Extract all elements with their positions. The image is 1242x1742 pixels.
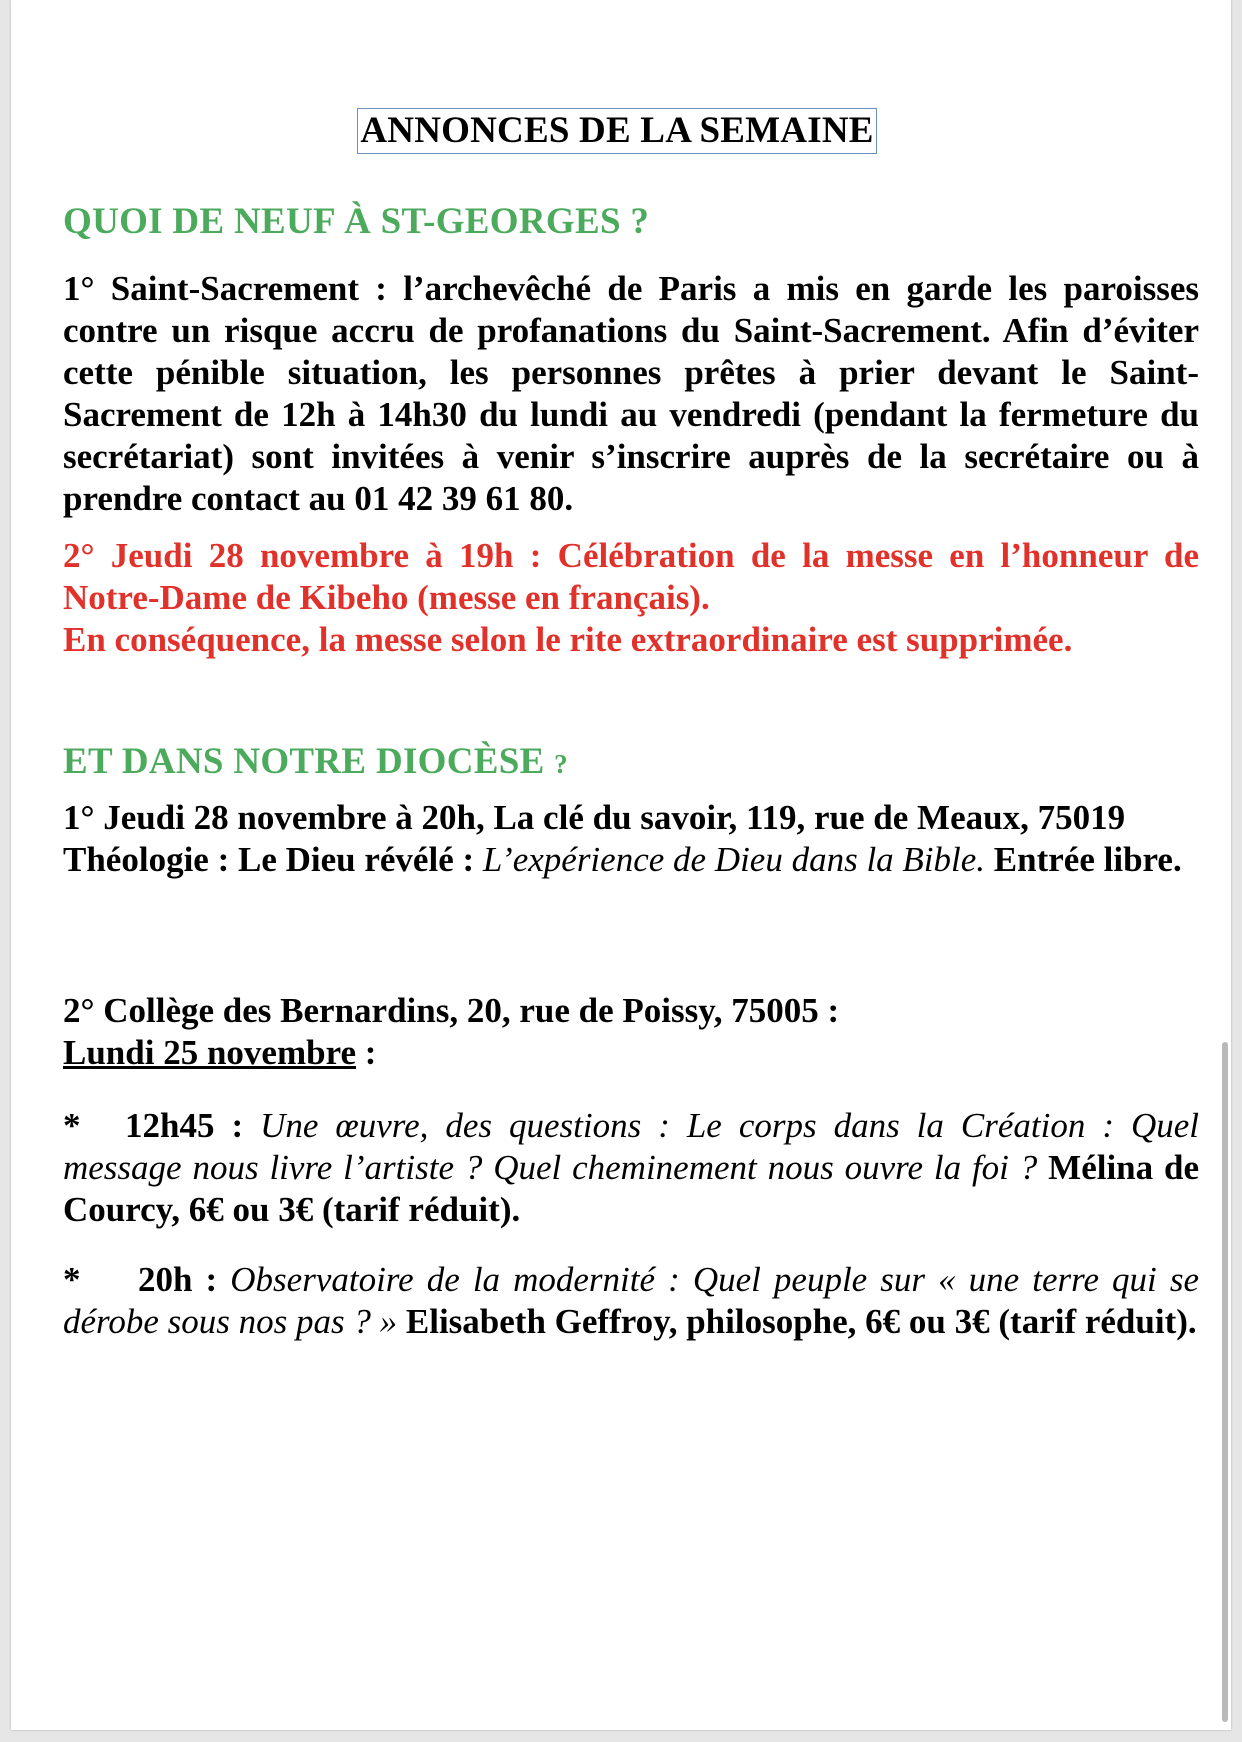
- event-1-time: 12h45 :: [125, 1106, 244, 1145]
- st-georges-item-1: 1° Saint-Sacrement : l’archevêché de Paris a mis en garde les paroisses contre un risque accru de profanations du Saint-Sacrement. Afin d’éviter cette pénible situation, les personnes prêtes à prier devant le Saint-Sacrement de 12h à 14h30 du lundi au vendredi (pendant la fermeture du secrétariat) sont invitées à venir s’inscrire auprès de la secrétaire ou à prendre contact au 01 42 39 61 80.: [63, 269, 1199, 518]
- section-heading-diocese-q: ?: [554, 749, 568, 779]
- diocese-item-2: [63, 990, 1199, 1074]
- section-heading-diocese: [63, 740, 568, 786]
- diocese-item-2-date: Lundi 25 novembre: [63, 1033, 357, 1072]
- section-heading-st-georges: QUOI DE NEUF À ST-GEORGES ?: [63, 201, 650, 242]
- event-1-star: *: [63, 1106, 81, 1145]
- event-1-italic: Une œuvre, des questions : Le corps dans la Création : Quel message nous livre l’artiste ? Quel cheminement nous ouvre la foi ?: [63, 1106, 1199, 1187]
- st-georges-item-2: [63, 535, 1199, 661]
- st-georges-item-2-line2: En conséquence, la messe selon le rite extraordinaire est supprimée.: [63, 620, 1073, 659]
- event-2-star: *: [63, 1260, 81, 1299]
- document-page: [11, 0, 1231, 1730]
- diocese-item-2-head: 2° Collège des Bernardins, 20, rue de Poissy, 75005 :: [63, 991, 840, 1030]
- diocese-item-1-italic: L’expérience de Dieu dans la Bible.: [482, 840, 986, 879]
- st-georges-item-2-line1: 2° Jeudi 28 novembre à 19h : Célébration de la messe en l’honneur de Notre-Dame de Kibeho (messe en français).: [63, 536, 1199, 617]
- event-2-time: 20h :: [138, 1260, 218, 1299]
- diocese-event-1: [63, 1105, 1199, 1231]
- title-wrap: [63, 108, 1199, 154]
- section-heading-diocese-text: ET DANS NOTRE DIOCÈSE: [63, 741, 545, 782]
- page-title: ANNONCES DE LA SEMAINE: [357, 108, 876, 154]
- diocese-event-2: [63, 1259, 1199, 1343]
- diocese-item-1-head: 1° Jeudi 28 novembre à 20h, La clé du savoir, 119, rue de Meaux, 75019: [63, 798, 1126, 837]
- event-1-tail: Mélina de Courcy, 6€ ou 3€ (tarif réduit).: [63, 1148, 1200, 1229]
- diocese-item-1-label: Théologie : Le Dieu révélé :: [63, 840, 475, 879]
- event-2-italic: Observatoire de la modernité : Quel peuple sur « une terre qui se dérobe sous nos pas ? »: [63, 1260, 1199, 1341]
- diocese-item-1-tail: Entrée libre.: [993, 840, 1182, 879]
- vertical-scrollbar[interactable]: [1222, 1042, 1228, 1722]
- event-2-tail: Elisabeth Geffroy, philosophe, 6€ ou 3€ (tarif réduit).: [405, 1302, 1197, 1341]
- diocese-item-1: [63, 797, 1199, 881]
- diocese-item-2-date-tail: :: [356, 1033, 377, 1072]
